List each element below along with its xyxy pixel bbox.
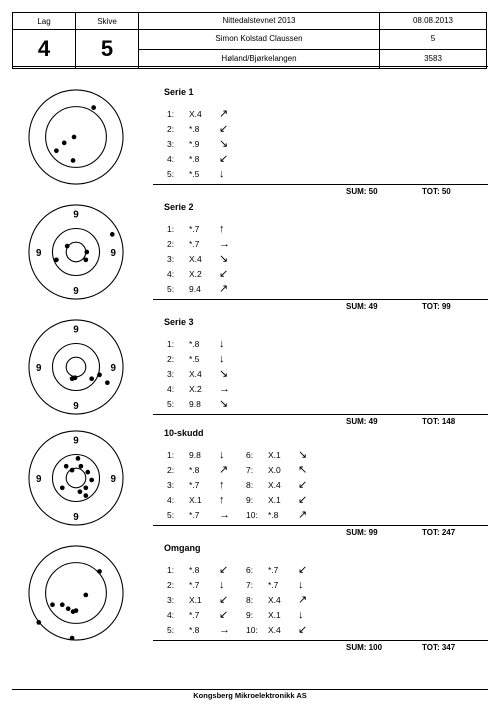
- shot-number: 3:: [167, 595, 175, 605]
- shot-value: X.4: [268, 595, 281, 605]
- shot-direction-icon: ↘: [219, 398, 229, 410]
- shot-number: 4:: [167, 269, 175, 279]
- shot-direction-icon: ↗: [298, 594, 308, 606]
- ring-label: 9: [73, 401, 79, 413]
- shot-hit: [83, 485, 88, 490]
- shot-direction-icon: ↙: [298, 624, 308, 636]
- shot-direction-icon: ↘: [219, 138, 229, 150]
- ring-label: 9: [36, 247, 42, 259]
- shot-value: *.7: [189, 580, 200, 590]
- shot-value: X.1: [268, 610, 281, 620]
- series-total: TOT: 347: [422, 643, 456, 652]
- sum-divider: [153, 299, 488, 300]
- shot-value: X.4: [189, 254, 202, 264]
- shot-direction-icon: ↓: [219, 353, 225, 365]
- shot-value: *.8: [189, 565, 200, 575]
- shot-hit: [79, 464, 84, 469]
- shot-direction-icon: ↙: [219, 123, 229, 135]
- shot-direction-icon: ↖: [298, 464, 308, 476]
- shot-hit: [36, 620, 41, 625]
- shot-number: 2:: [167, 354, 175, 364]
- target-diagram: [27, 429, 125, 527]
- shot-value: *.8: [189, 154, 200, 164]
- shot-number: 5:: [167, 284, 175, 294]
- series-title: Serie 3: [164, 317, 194, 327]
- shot-number: 1:: [167, 339, 175, 349]
- shot-number: 9:: [246, 495, 254, 505]
- shot-number: 8:: [246, 480, 254, 490]
- shot-value: 9.4: [189, 284, 201, 294]
- shot-hit: [60, 485, 65, 490]
- shot-value: X.2: [189, 269, 202, 279]
- shot-direction-icon: ↙: [219, 609, 229, 621]
- shot-value: X.4: [268, 625, 281, 635]
- skive-value: 5: [76, 30, 139, 69]
- shot-value: X.1: [268, 450, 281, 460]
- target-diagram: [27, 544, 125, 642]
- shot-number: 3:: [167, 139, 175, 149]
- shot-number: 3:: [167, 480, 175, 490]
- ring-label: 9: [110, 362, 116, 374]
- shot-direction-icon: ↙: [298, 479, 308, 491]
- shot-value: X.2: [189, 384, 202, 394]
- shot-hit: [71, 158, 76, 163]
- ring-label: 9: [110, 247, 116, 259]
- shot-hit: [105, 380, 110, 385]
- series-title: Serie 1: [164, 87, 194, 97]
- ring-label: 9: [36, 362, 42, 374]
- series-title: Omgang: [164, 543, 201, 553]
- shot-direction-icon: ↙: [298, 564, 308, 576]
- shot-direction-icon: ↑: [219, 494, 225, 506]
- shot-hit: [54, 257, 59, 262]
- event-name: Nittedalstevnet 2013: [139, 13, 380, 30]
- shot-hit: [91, 105, 96, 110]
- shot-value: *.8: [189, 625, 200, 635]
- shot-number: 1:: [167, 109, 175, 119]
- sum-divider: [153, 184, 488, 185]
- shot-number: 3:: [167, 369, 175, 379]
- shot-number: 10:: [246, 510, 258, 520]
- ring-label: 9: [36, 473, 42, 485]
- shot-direction-icon: ↓: [219, 449, 225, 461]
- shot-direction-icon: ↗: [219, 283, 229, 295]
- sum-divider: [153, 414, 488, 415]
- series-title: 10-skudd: [164, 428, 204, 438]
- shot-hit: [70, 468, 75, 473]
- shot-number: 5:: [167, 169, 175, 179]
- shot-hit: [73, 375, 78, 380]
- shot-hit: [72, 135, 77, 140]
- shot-value: *.8: [189, 465, 200, 475]
- target-ring: [66, 468, 86, 488]
- shot-value: X.4: [189, 109, 202, 119]
- shot-number: 2:: [167, 580, 175, 590]
- shot-hit: [83, 493, 88, 498]
- shot-value: *.8: [189, 339, 200, 349]
- shot-hit: [50, 602, 55, 607]
- series-total: TOT: 247: [422, 528, 456, 537]
- shot-value: X.1: [268, 495, 281, 505]
- footer-text: Kongsberg Mikroelektronikk AS: [193, 691, 307, 700]
- series-sum: SUM: 100: [346, 643, 383, 652]
- target-ring: [66, 357, 86, 377]
- target-ring: [52, 343, 99, 390]
- ring-label: 9: [73, 324, 79, 336]
- shot-direction-icon: ↗: [298, 509, 308, 521]
- shot-number: 5:: [167, 510, 175, 520]
- shot-direction-icon: ↘: [219, 368, 229, 380]
- shot-hit: [71, 609, 76, 614]
- target-ring: [52, 228, 99, 275]
- shot-value: *.7: [268, 565, 279, 575]
- shot-direction-icon: ↓: [298, 609, 304, 621]
- shot-number: 4:: [167, 610, 175, 620]
- shot-number: 5:: [167, 625, 175, 635]
- shot-hit: [97, 372, 102, 377]
- shot-hit: [84, 250, 89, 255]
- shot-value: X.4: [189, 369, 202, 379]
- sum-divider: [153, 525, 488, 526]
- shot-value: *.7: [268, 580, 279, 590]
- shot-hit: [76, 456, 81, 461]
- shot-value: *.7: [189, 480, 200, 490]
- shot-hit: [83, 257, 88, 262]
- shot-hit: [54, 148, 59, 153]
- shot-number: 6:: [246, 450, 254, 460]
- shot-value: *.7: [189, 239, 200, 249]
- shot-value: X.0: [268, 465, 281, 475]
- shot-number: 6:: [246, 565, 254, 575]
- shot-number: 7:: [246, 580, 254, 590]
- shot-hit: [65, 244, 70, 249]
- series-title: Serie 2: [164, 202, 194, 212]
- shot-number: 10:: [246, 625, 258, 635]
- target-ring: [29, 546, 123, 640]
- shot-number: 5:: [167, 399, 175, 409]
- shot-number: 4:: [167, 154, 175, 164]
- shot-number: 4:: [167, 384, 175, 394]
- shot-hit: [110, 232, 115, 237]
- shot-direction-icon: ↘: [219, 253, 229, 265]
- shot-direction-icon: ↓: [219, 168, 225, 180]
- shot-number: 1:: [167, 565, 175, 575]
- shot-number: 2:: [167, 124, 175, 134]
- ring-label: 9: [73, 512, 79, 524]
- shot-number: 1:: [167, 224, 175, 234]
- header-divider: [12, 66, 488, 67]
- shooter-number: 5: [380, 30, 487, 50]
- ring-label: 9: [73, 209, 79, 221]
- series-total: TOT: 50: [422, 187, 451, 196]
- shot-value: *.8: [268, 510, 279, 520]
- shot-direction-icon: ↙: [298, 494, 308, 506]
- shot-direction-icon: ↑: [219, 223, 225, 235]
- shot-direction-icon: ↓: [219, 579, 225, 591]
- target-diagram: [27, 88, 125, 186]
- shot-number: 4:: [167, 495, 175, 505]
- ring-label: 9: [110, 473, 116, 485]
- shot-number: 8:: [246, 595, 254, 605]
- target-diagram: [27, 203, 125, 301]
- shot-direction-icon: →: [219, 383, 230, 395]
- shot-direction-icon: ↗: [219, 108, 229, 120]
- event-date: 08.08.2013: [380, 13, 487, 30]
- club-name: Høland/Bjørkelangen: [139, 49, 380, 69]
- shooter-id: 3583: [380, 49, 487, 69]
- shot-value: *.7: [189, 224, 200, 234]
- shot-number: 2:: [167, 239, 175, 249]
- shot-number: 3:: [167, 254, 175, 264]
- shot-hit: [70, 636, 75, 641]
- shot-hit: [66, 606, 71, 611]
- shot-number: 7:: [246, 465, 254, 475]
- ring-label: 9: [73, 435, 79, 447]
- shot-hit: [78, 489, 83, 494]
- ring-label: 9: [73, 286, 79, 298]
- shot-value: *.7: [189, 510, 200, 520]
- shot-hit: [97, 569, 102, 574]
- shot-direction-icon: →: [219, 509, 230, 521]
- shot-direction-icon: →: [219, 238, 230, 250]
- shot-value: *.9: [189, 139, 200, 149]
- sum-divider: [153, 640, 488, 641]
- series-sum: SUM: 50: [346, 187, 378, 196]
- series-total: TOT: 148: [422, 417, 456, 426]
- shot-value: *.8: [189, 124, 200, 134]
- shot-value: X.1: [189, 595, 202, 605]
- shot-value: X.4: [268, 480, 281, 490]
- lag-value: 4: [13, 30, 76, 69]
- shot-direction-icon: ↙: [219, 153, 229, 165]
- shot-hit: [64, 464, 69, 469]
- shot-direction-icon: →: [219, 624, 230, 636]
- shot-direction-icon: ↙: [219, 564, 229, 576]
- shot-value: 9.8: [189, 399, 201, 409]
- lag-label: Lag: [13, 13, 76, 30]
- shot-direction-icon: ↙: [219, 594, 229, 606]
- series-total: TOT: 99: [422, 302, 451, 311]
- shot-hit: [85, 470, 90, 475]
- skive-label: Skive: [76, 13, 139, 30]
- shot-hit: [62, 141, 67, 146]
- shot-direction-icon: ↗: [219, 464, 229, 476]
- shot-hit: [89, 478, 94, 483]
- series-sum: SUM: 49: [346, 417, 378, 426]
- shot-direction-icon: ↘: [298, 449, 308, 461]
- shot-number: 9:: [246, 610, 254, 620]
- shot-hit: [89, 376, 94, 381]
- shot-value: *.5: [189, 169, 200, 179]
- series-sum: SUM: 49: [346, 302, 378, 311]
- shot-value: *.7: [189, 610, 200, 620]
- shot-number: 2:: [167, 465, 175, 475]
- shot-value: X.1: [189, 495, 202, 505]
- shot-value: 9.8: [189, 450, 201, 460]
- shot-value: *.5: [189, 354, 200, 364]
- footer-divider: [12, 689, 488, 690]
- series-sum: SUM: 99: [346, 528, 378, 537]
- shot-direction-icon: ↓: [298, 579, 304, 591]
- shot-direction-icon: ↑: [219, 479, 225, 491]
- shot-hit: [83, 593, 88, 598]
- header-table: [12, 12, 487, 69]
- target-diagram: [27, 318, 125, 416]
- shot-direction-icon: ↓: [219, 338, 225, 350]
- shooter-name: Simon Kolstad Claussen: [139, 30, 380, 50]
- shot-direction-icon: ↙: [219, 268, 229, 280]
- shot-number: 1:: [167, 450, 175, 460]
- shot-hit: [60, 602, 65, 607]
